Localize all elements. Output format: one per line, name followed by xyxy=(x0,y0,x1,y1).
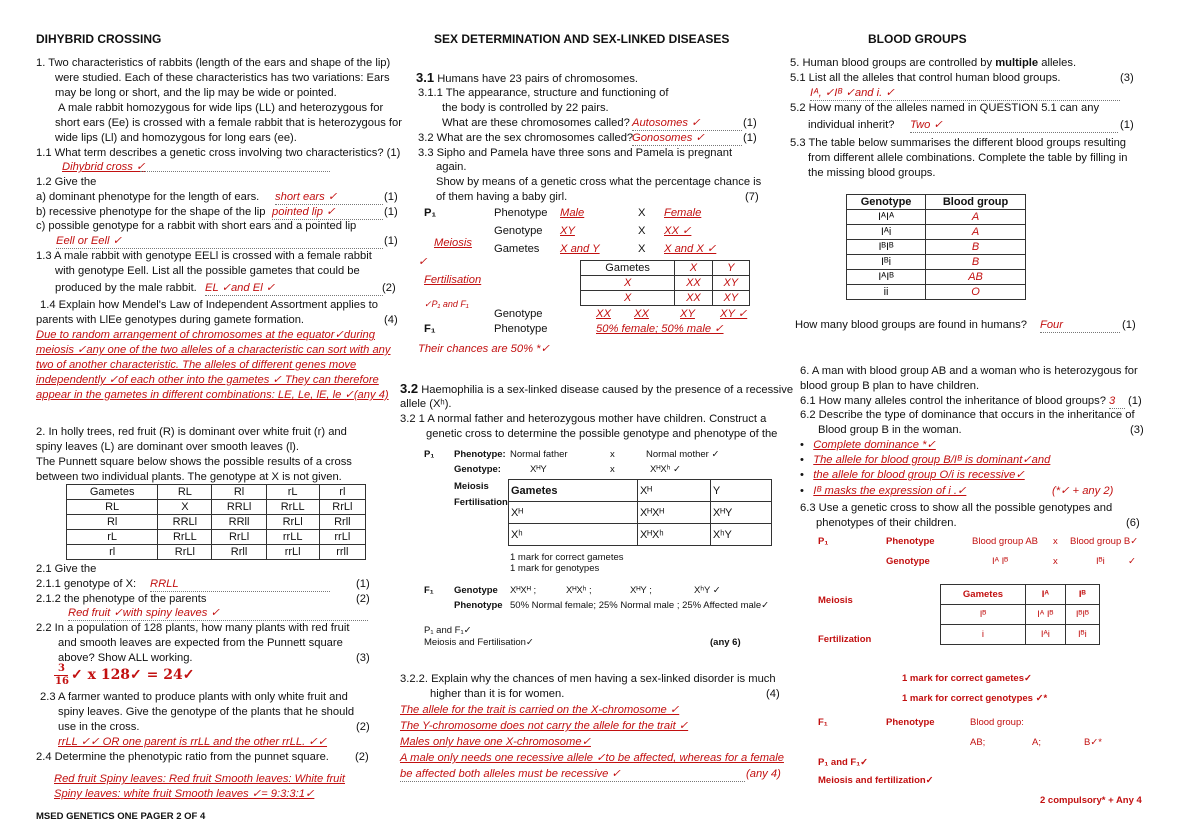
cross-gametes: Gametes xyxy=(494,243,540,255)
bc-g2: Iᴮi xyxy=(1096,556,1105,567)
table-cell: O xyxy=(926,285,1026,300)
table-cell: Iᴬ Iᴮ xyxy=(1025,605,1065,625)
bullet-icon: • xyxy=(800,469,814,481)
q5-4: How many blood groups are found in humans? xyxy=(795,319,1027,331)
q5-bold: multiple xyxy=(995,57,1039,69)
table-row xyxy=(509,524,772,546)
table-cell: XʰY xyxy=(710,524,771,546)
mark: (1) xyxy=(384,206,398,218)
cross-result: 50% female; 50% male ✓ xyxy=(596,323,724,335)
answer-6-2: Complete dominance *✓ xyxy=(813,439,936,451)
cross-gametes-male: X and Y xyxy=(560,243,600,255)
table-cell: RrLL xyxy=(266,500,319,515)
q3-2-1: genetic cross to determine the possible genotype and phenotype of the xyxy=(426,428,778,440)
table-cell: RrLL xyxy=(158,530,212,545)
q2-line: between two individual plants. The genotype at X is not given. xyxy=(36,471,342,483)
hc-x: x xyxy=(610,464,615,475)
table-cell: RRll xyxy=(212,515,266,530)
answer-line xyxy=(140,160,330,172)
bc-p1f1: P₁ and F₁✓ xyxy=(818,757,869,768)
cross-xy: XY xyxy=(560,225,575,237)
q1-4: parents with LlEe genotypes during gamete formation. xyxy=(36,314,305,326)
hc-result: 50% Normal female; 25% Normal male ; 25% Affected male✓ xyxy=(510,600,770,611)
q5-3: 5.3 The table below summarises the different blood groups resulting xyxy=(790,137,1127,149)
table-cell: RRLl xyxy=(212,500,266,515)
bc-mark2: 1 mark for correct genotypes ✓* xyxy=(902,693,1048,704)
q2-3: 2.3 A farmer wanted to produce plants with only white fruit and xyxy=(40,691,348,703)
mark: (1) xyxy=(384,235,398,247)
table-cell: XᴴY xyxy=(710,502,771,524)
q3-1-number: 3.1 xyxy=(416,70,435,85)
answer-1-4: Due to random arrangement of chromosomes at the equator✓during xyxy=(36,329,375,341)
hc-g1: XᴴY xyxy=(530,464,547,475)
q2-line: 2. In holly trees, red fruit (R) is dominant over white fruit (r) and xyxy=(36,426,347,438)
cross-x: X xyxy=(638,207,646,219)
table-cell: B xyxy=(926,255,1026,270)
answer-1-2a: short ears ✓ xyxy=(275,190,383,205)
answer-1-1: Dihybrid cross ✓ xyxy=(62,161,146,173)
f1-xy: XY xyxy=(680,308,695,320)
blood-punnett xyxy=(940,584,1100,645)
q1-2b: b) recessive phenotype for the shape of the lip xyxy=(36,206,266,218)
cross-xx: XX ✓ xyxy=(664,225,692,237)
hc-f1-phenotype: Phenotype xyxy=(454,600,503,611)
mark: (1) xyxy=(356,578,370,590)
mark: (1) xyxy=(1122,319,1136,331)
table-cell: A xyxy=(926,210,1026,225)
cross-p1f1: ✓P₁ and F₁ xyxy=(424,299,469,309)
bc-bloodgroup: Blood group: xyxy=(970,717,1024,728)
table-cell: rrLl xyxy=(319,530,365,545)
q2-line: spiny leaves (L) are dominant over smooth leaves (l). xyxy=(36,441,300,453)
table-cell: rl xyxy=(319,485,365,500)
table-row xyxy=(581,291,750,306)
table-cell: RrLl xyxy=(212,530,266,545)
table-row xyxy=(847,255,1026,270)
mark: (3) xyxy=(356,652,370,664)
q2-2: and smooth leaves are expected from the Punnett square xyxy=(58,637,343,649)
table-cell: Iᴬi xyxy=(1025,625,1065,645)
cross-p1: P₁ xyxy=(424,207,437,219)
bc-compulsory: 2 compulsory* + Any 4 xyxy=(1040,795,1142,806)
q2-1: 2.1 Give the xyxy=(36,563,97,575)
table-cell: Xᴴ xyxy=(637,480,710,502)
q1-1: 1.1 What term describes a genetic cross involving two characteristics? (1) xyxy=(36,147,401,159)
table-cell: Gametes xyxy=(581,261,675,276)
bc-f1-phenotype: Phenotype xyxy=(886,717,935,728)
hc-f1-genotype: Genotype xyxy=(454,585,498,596)
table-cell: RRLl xyxy=(158,515,212,530)
cross-x: X xyxy=(638,243,646,255)
table-cell: Y xyxy=(712,261,749,276)
hc-meiosis: Meiosis xyxy=(454,481,489,492)
table-cell: IᴬIᴮ xyxy=(847,270,926,285)
q3-2-haemophilia: Haemophilia is a sex-linked disease caused by the presence of a recessive xyxy=(421,384,794,396)
q2-3: spiny leaves. Give the genotype of the plants that he should xyxy=(58,706,355,718)
hc-phenotype: Phenotype: xyxy=(454,449,506,460)
q3-3: of them having a baby girl. xyxy=(436,191,568,203)
q1-2: 1.2 Give the xyxy=(36,176,97,188)
table-row xyxy=(509,480,772,502)
bc-b: Blood group B✓ xyxy=(1070,536,1139,547)
bc-mark1: 1 mark for correct gametes✓ xyxy=(902,673,1032,684)
table-cell: RL xyxy=(67,500,158,515)
bc-meiosis: Meiosis xyxy=(818,595,853,606)
any4: (any 4) xyxy=(746,768,781,780)
mark: (6) xyxy=(1126,517,1140,529)
table-cell: Iᴮ xyxy=(941,605,1026,625)
q3-3: again. xyxy=(436,161,467,173)
table-cell: rrLl xyxy=(266,545,319,560)
q3-2: 3.2 What are the sex chromosomes called? xyxy=(418,132,634,144)
hc-o4: XʰY ✓ xyxy=(694,585,721,596)
answer-1-4: meiosis ✓any one of the two alleles of a characteristic can sort with any xyxy=(36,344,391,356)
table-header: Genotype xyxy=(847,195,926,210)
answer-3-2-2: The Y-chromosome does not carry the allele for the trait ✓ xyxy=(400,720,689,732)
hc-mark2: 1 mark for genotypes xyxy=(510,563,600,574)
table-cell: Gametes xyxy=(67,485,158,500)
cross-meiosis: Meiosis xyxy=(434,237,472,249)
q1-line: short ears (Ee) is crossed with a female rabbit that is heterozygous for xyxy=(55,117,402,129)
mark: (1) xyxy=(1128,395,1142,407)
q1-3: 1.3 A male rabbit with genotype EELl is crossed with a female rabbit xyxy=(36,250,372,262)
answer-1-2b: pointed lip ✓ xyxy=(272,205,383,220)
q3-3: 3.3 Sipho and Pamela have three sons and Pamela is pregnant xyxy=(418,147,733,159)
blood-group-table xyxy=(846,194,1026,300)
q1-2c: c) possible genotype for a rabbit with short ears and a pointed lip xyxy=(36,220,357,232)
answer-1-4: independently ✓of each other into the gametes ✓ They can therefore xyxy=(36,374,379,386)
q3-2-2: 3.2.2. Explain why the chances of men having a sex-linked disorder is much xyxy=(400,673,776,685)
answer-1-2c: Eell or Eell ✓ xyxy=(56,234,383,249)
answer-3-2-2: A male only needs one recessive allele ✓to be affected, whereas for a female xyxy=(400,752,784,764)
answer-3-2-2: The allele for the trait is carried on the X-chromosome ✓ xyxy=(400,704,680,716)
bc-ab: Blood group AB xyxy=(972,536,1039,547)
cross-x: X xyxy=(638,225,646,237)
table-row xyxy=(847,270,1026,285)
q1-line: A male rabbit homozygous for wide lips (LL) and heterozygous for xyxy=(58,102,384,114)
answer-1-4: two of another characteristic. The alleles of different genes move xyxy=(36,359,357,371)
table-row xyxy=(847,225,1026,240)
hc-father: Normal father xyxy=(510,449,568,460)
q6-2: Blood group B in the woman. xyxy=(818,424,962,436)
table-cell: rrLL xyxy=(266,530,319,545)
mark: (2) xyxy=(382,282,396,294)
check-icon: ✓ xyxy=(418,256,428,268)
q5-2: 5.2 How many of the alleles named in QUESTION 5.1 can any xyxy=(790,102,1100,114)
table-cell: Xᴴ xyxy=(509,502,638,524)
table-cell: A xyxy=(926,225,1026,240)
table-row xyxy=(67,515,366,530)
answer-3-2-2: be affected both alleles must be recessive ✓ xyxy=(400,767,745,782)
answer-5-1: Iᴬ, ✓Iᴮ ✓and i. ✓ xyxy=(810,86,1120,101)
table-cell: RL xyxy=(158,485,212,500)
hc-any: (any 6) xyxy=(710,637,741,648)
mark: (2) xyxy=(356,593,370,605)
fraction-numerator: 3 xyxy=(58,663,65,674)
q5-3: from different allele combinations. Complete the table by filling in xyxy=(808,152,1128,164)
hc-genotype: Genotype: xyxy=(454,464,501,475)
mark: (1) xyxy=(743,132,757,144)
table-cell: rL xyxy=(67,530,158,545)
bc-meiosis-fert: Meiosis and fertilization✓ xyxy=(818,775,934,786)
fraction-rest: ✓ x 128✓ = 24✓ xyxy=(71,667,195,683)
table-cell: XX xyxy=(675,291,712,306)
bc-g1: Iᴬ Iᴮ xyxy=(992,556,1009,567)
table-cell: Iᴬi xyxy=(847,225,926,240)
header-sex-determination: SEX DETERMINATION AND SEX-LINKED DISEASES xyxy=(434,32,730,46)
table-row xyxy=(847,210,1026,225)
q5-2b: individual inherit? xyxy=(808,119,895,131)
q2-2c: above? Show ALL working. xyxy=(58,652,193,664)
answer-2-1-2: Red fruit ✓with spiny leaves ✓ xyxy=(68,606,368,621)
cross-genotype: Genotype xyxy=(494,225,543,237)
q2-1-1: 2.1.1 genotype of X: xyxy=(36,578,137,590)
table-cell: X xyxy=(581,291,675,306)
q3-2-number: 3.2 xyxy=(400,381,419,396)
mark: (3) xyxy=(1120,72,1134,84)
cross-chance: Their chances are 50% *✓ xyxy=(418,343,550,355)
fraction-denominator: 16 xyxy=(55,676,69,687)
answer-1-3: EL ✓and El ✓ xyxy=(205,281,383,296)
q1-line: may be long or short, and the lip may be wide or pointed. xyxy=(55,87,337,99)
q1-4: 1.4 Explain how Mendel's Law of Independent Assortment applies to xyxy=(40,299,378,311)
table-row xyxy=(67,500,366,515)
f1-xx: XX xyxy=(634,308,649,320)
q3-2-haemophilia: allele (Xʰ). xyxy=(400,398,452,410)
hc-p1: P₁ xyxy=(424,449,435,460)
mark: (7) xyxy=(745,191,759,203)
table-row xyxy=(847,240,1026,255)
answer-1-4: appear in the gametes in different combinations: LE, Le, lE, le ✓(any 4) xyxy=(36,389,389,401)
answer-2-1-1: RRLL xyxy=(150,577,330,592)
table-cell: Rl xyxy=(212,485,266,500)
mark: (1) xyxy=(743,117,757,129)
sex-punnett-square xyxy=(580,260,750,306)
answer-5-4: Four xyxy=(1040,318,1120,333)
cross-female: Female xyxy=(664,207,702,219)
table-cell: Rrll xyxy=(319,515,365,530)
table-cell: Rrll xyxy=(212,545,266,560)
q1-line: were studied. Each of these characteristics has two variations: Ears xyxy=(55,72,390,84)
answer-2-4: Spiny leaves: white fruit Smooth leaves ✓= 9:3:3:1✓ xyxy=(54,788,315,800)
mark: (2) xyxy=(356,721,370,733)
q3-1-1: the body is controlled by 22 pairs. xyxy=(442,102,609,114)
bc-x: x xyxy=(1053,556,1058,567)
mark: (4) xyxy=(766,688,780,700)
table-cell: Rl xyxy=(67,515,158,530)
table-row xyxy=(509,502,772,524)
q6-2: 6.2 Describe the type of dominance that occurs in the inheritance of xyxy=(800,409,1135,421)
mark: (2) xyxy=(355,751,369,763)
table-cell: B xyxy=(926,240,1026,255)
q6-3: 6.3 Use a genetic cross to show all the possible genotypes and xyxy=(800,502,1113,514)
table-row xyxy=(941,605,1100,625)
answer-6-2-marks: (*✓ + any 2) xyxy=(1052,485,1114,497)
bc-fertilization: Fertilization xyxy=(818,634,872,645)
table-cell: XX xyxy=(675,276,712,291)
table-cell: Iᴮ xyxy=(1065,585,1099,605)
hc-f1: F₁ xyxy=(424,585,434,596)
table-cell: rrll xyxy=(319,545,365,560)
table-cell: Gametes xyxy=(941,585,1026,605)
bc-r1: AB; xyxy=(970,737,986,748)
answer-6-2: Iᴮ masks the expression of i .✓ xyxy=(813,485,967,497)
q2-line: The Punnett square below shows the possible results of a cross xyxy=(36,456,352,468)
bc-r2: A; xyxy=(1032,737,1041,748)
table-cell: AB xyxy=(926,270,1026,285)
header-dihybrid: DIHYBRID CROSSING xyxy=(36,32,162,46)
cross-f1: F₁ xyxy=(424,323,436,335)
table-row xyxy=(581,261,750,276)
q5: 5. Human blood groups are controlled by xyxy=(790,57,993,69)
bullet-icon: • xyxy=(800,454,814,466)
table-cell: XᴴXᴴ xyxy=(637,502,710,524)
table-row xyxy=(67,530,366,545)
hc-o2: XᴴXʰ ; xyxy=(566,585,592,596)
table-row xyxy=(941,625,1100,645)
cross-genotype-2: Genotype xyxy=(494,308,543,320)
punnett-square xyxy=(66,484,366,560)
q2-2: 2.2 In a population of 128 plants, how many plants with red fruit xyxy=(36,622,350,634)
answer-6-2: The allele for blood group B/Iᴮ is dominant✓and xyxy=(813,454,1051,466)
mark: (4) xyxy=(384,314,398,326)
table-row xyxy=(847,285,1026,300)
table-cell: X xyxy=(581,276,675,291)
table-cell: Iᴮi xyxy=(847,255,926,270)
table-cell: Iᴮi xyxy=(1065,625,1099,645)
table-cell: X xyxy=(158,500,212,515)
table-row xyxy=(941,585,1100,605)
haemophilia-punnett xyxy=(508,479,772,546)
answer-5-2: Two ✓ xyxy=(910,118,1118,133)
table-cell: RrLl xyxy=(319,500,365,515)
table-cell: XᴴXʰ xyxy=(637,524,710,546)
f1-xy: XY ✓ xyxy=(720,308,748,320)
answer-2-3: rrLL ✓✓ OR one parent is rrLL and the other rrLL. ✓✓ xyxy=(58,736,328,748)
bc-phenotype: Phenotype xyxy=(886,536,935,547)
table-cell: rl xyxy=(67,545,158,560)
footer: MSED GENETICS ONE PAGER 2 OF 4 xyxy=(36,811,206,822)
table-row xyxy=(67,485,366,500)
table-cell: rL xyxy=(266,485,319,500)
table-cell: XY xyxy=(712,291,749,306)
table-cell: XY xyxy=(712,276,749,291)
hc-fertilisation: Fertilisation xyxy=(454,497,508,508)
answer-3-2: Gonosomes ✓ xyxy=(632,131,742,146)
cross-fertilisation: Fertilisation xyxy=(424,274,482,286)
q3-2-2: higher than it is for women. xyxy=(430,688,565,700)
cross-phenotype: Phenotype xyxy=(494,207,548,219)
q1-line: wide lips (Ll) and homozygous for long ears (ee). xyxy=(55,132,297,144)
table-row xyxy=(581,276,750,291)
table-cell: Gametes xyxy=(509,480,638,502)
q1-2a: a) dominant phenotype for the length of ears. xyxy=(36,191,260,203)
hc-p1f1: P₁ and F₁✓ xyxy=(424,625,472,636)
table-cell: IᴬIᴬ xyxy=(847,210,926,225)
hc-g2: XᴴXʰ ✓ xyxy=(650,464,681,475)
table-row xyxy=(67,545,366,560)
q3-1: Humans have 23 pairs of chromosomes. xyxy=(437,73,639,85)
answer-2-4: Red fruit Spiny leaves: Red fruit Smooth leaves: White fruit xyxy=(54,773,346,785)
table-cell: X xyxy=(675,261,712,276)
bullet-icon: • xyxy=(800,439,814,451)
table-cell: Y xyxy=(710,480,771,502)
header-blood-groups: BLOOD GROUPS xyxy=(868,32,967,46)
q2-3c: use in the cross. xyxy=(58,721,140,733)
cross-male: Male xyxy=(560,207,585,219)
answer-6-2: the allele for blood group O/i is recessive✓ xyxy=(813,469,1025,481)
hc-mark1: 1 mark for correct gametes xyxy=(510,552,624,563)
bc-r3: B✓* xyxy=(1084,737,1102,748)
q3-2-1: 3.2 1 A normal father and heterozygous mother have children. Construct a xyxy=(400,413,767,425)
table-cell: ii xyxy=(847,285,926,300)
q3-3: Show by means of a genetic cross what the percentage chance is xyxy=(436,176,762,188)
q5-3: the missing blood groups. xyxy=(808,167,936,179)
cross-gametes-female: X and X ✓ xyxy=(664,243,717,255)
mark: (1) xyxy=(1120,119,1134,131)
mark: (1) xyxy=(384,191,398,203)
answer-6-1: 3 xyxy=(1109,394,1125,409)
mark: (3) xyxy=(1130,424,1144,436)
q1-line: 1. Two characteristics of rabbits (length of the ears and shape of the lip) xyxy=(36,57,391,69)
hc-mother: Normal mother ✓ xyxy=(646,449,720,460)
q6: blood group B plan to have children. xyxy=(800,380,980,392)
table-cell: Xʰ xyxy=(509,524,638,546)
q6-3: phenotypes of their children. xyxy=(816,517,957,529)
q1-3: with genotype Eell. List all the possible gametes that could be xyxy=(55,265,360,277)
bc-genotype: Genotype xyxy=(886,556,930,567)
table-header-row xyxy=(847,195,1026,210)
q6: 6. A man with blood group AB and a woman who is heterozygous for xyxy=(800,365,1138,377)
table-cell: RrLl xyxy=(158,545,212,560)
q6-1: 6.1 How many alleles control the inheritance of blood groups? xyxy=(800,395,1106,407)
q3-1-1: What are these chromosomes called? xyxy=(442,117,630,129)
q1-3c: produced by the male rabbit. xyxy=(55,282,197,294)
table-cell: IᴮIᴮ xyxy=(847,240,926,255)
hc-meiosis-fert: Meiosis and Fertilisation✓ xyxy=(424,637,534,648)
hc-o3: XᴴY ; xyxy=(630,585,652,596)
bullet-icon: • xyxy=(800,485,814,497)
table-header: Blood group xyxy=(926,195,1026,210)
check-icon: ✓ xyxy=(1128,556,1136,567)
q5-1: 5.1 List all the alleles that control human blood groups. xyxy=(790,72,1061,84)
answer-3-2-2: Males only have one X-chromosome✓ xyxy=(400,736,591,748)
table-cell: RrLl xyxy=(266,515,319,530)
answer-3-1-1: Autosomes ✓ xyxy=(632,116,742,131)
bc-f1: F₁ xyxy=(818,717,828,728)
bc-x: x xyxy=(1053,536,1058,547)
hc-o1: XᴴXᴴ ; xyxy=(510,585,537,596)
table-cell: Iᴬ xyxy=(1025,585,1065,605)
hc-x: x xyxy=(610,449,615,460)
cross-phenotype-2: Phenotype xyxy=(494,323,548,335)
f1-xx: XX xyxy=(596,308,611,320)
table-cell: IᴮIᴮ xyxy=(1065,605,1099,625)
q3-1-1: 3.1.1 The appearance, structure and functioning of xyxy=(418,87,669,99)
table-cell: i xyxy=(941,625,1026,645)
q5-end: alleles. xyxy=(1041,57,1077,69)
bc-p1: P₁ xyxy=(818,536,829,547)
q2-1-2: 2.1.2 the phenotype of the parents xyxy=(36,593,207,605)
q2-4: 2.4 Determine the phenotypic ratio from the punnet square. xyxy=(36,751,329,763)
